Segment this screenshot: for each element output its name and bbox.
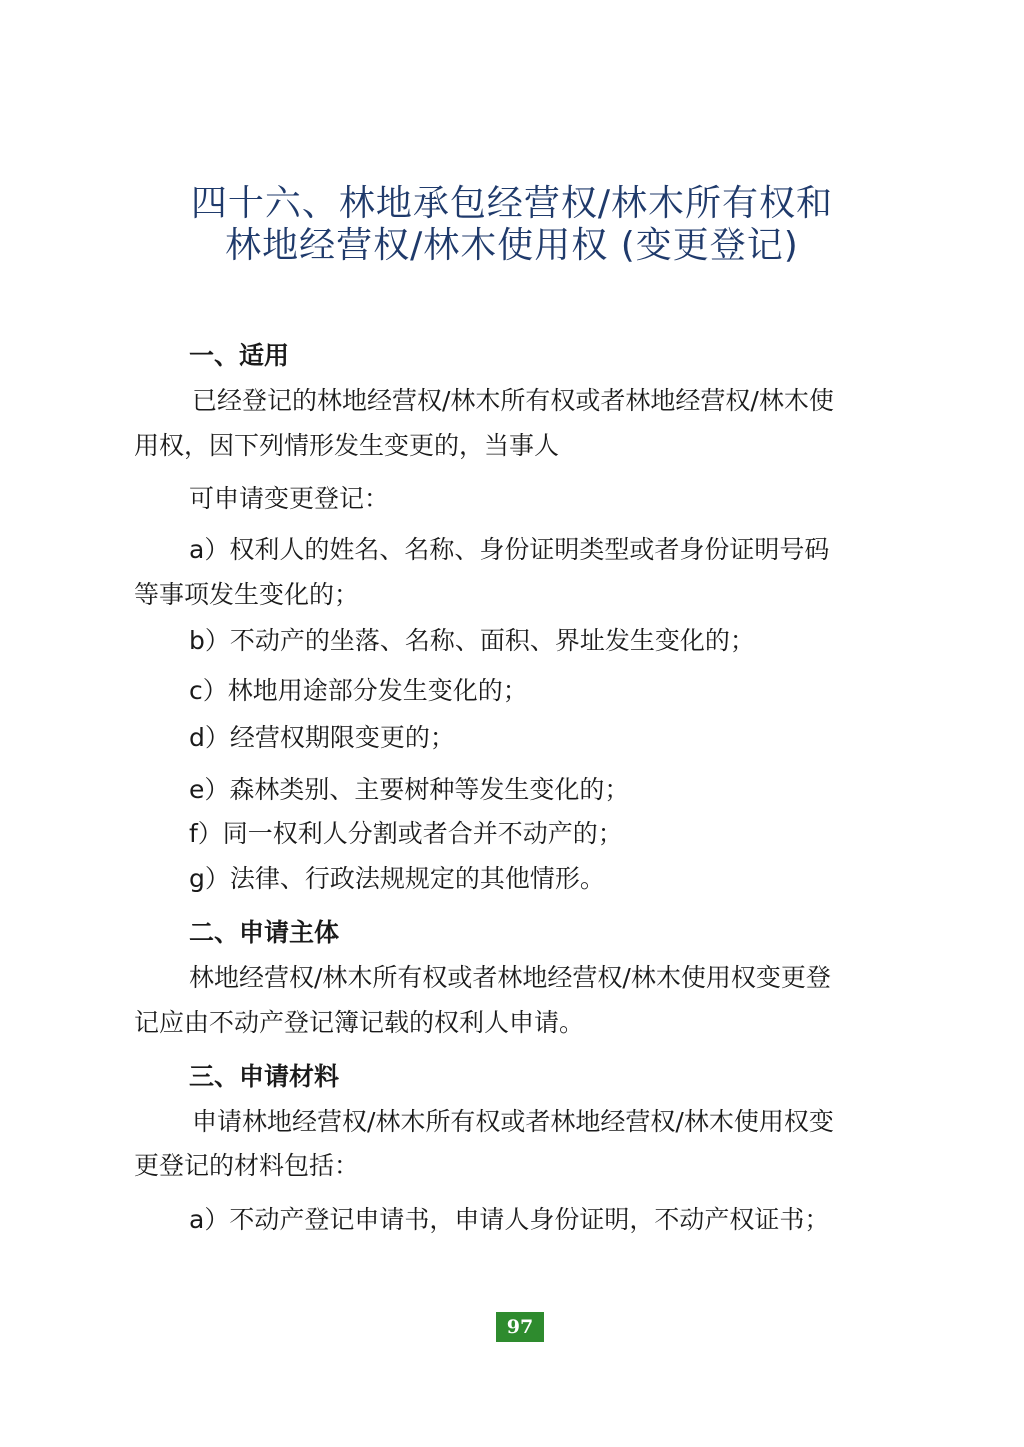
list-item-f: f）同一权利人分割或者合并不动产的； bbox=[189, 819, 623, 848]
page-title-line-2: 林地经营权/林木使用权 (变更登记) bbox=[225, 225, 799, 266]
list-item-d: d）经营权期限变更的； bbox=[189, 723, 455, 752]
list-item-c: c）林地用途部分发生变化的； bbox=[189, 676, 528, 705]
paragraph-line: 用权，因下列情形发生变更的，当事人 bbox=[134, 431, 560, 460]
paragraph-line: 记应由不动产登记簿记载的权利人申请。 bbox=[134, 1008, 585, 1037]
list-item-e: e）森林类别、主要树种等发生变化的； bbox=[189, 775, 630, 804]
list-item-a: a）不动产登记申请书，申请人身份证明，不动产权证书； bbox=[189, 1205, 830, 1234]
list-item-g: g）法律、行政法规规定的其他情形。 bbox=[189, 864, 605, 893]
section-heading-applicant: 二、申请主体 bbox=[189, 918, 340, 947]
list-item-a-continued: 等事项发生变化的； bbox=[134, 580, 360, 609]
list-item-b: b）不动产的坐落、名称、面积、界址发生变化的； bbox=[189, 626, 755, 655]
paragraph-line: 更登记的材料包括： bbox=[134, 1151, 360, 1180]
paragraph-line: 已经登记的林地经营权/林木所有权或者林地经营权/林木使 bbox=[192, 386, 834, 415]
paragraph-line: 申请林地经营权/林木所有权或者林地经营权/林木使用权变 bbox=[192, 1107, 834, 1136]
paragraph-line: 可申请变更登记： bbox=[189, 484, 390, 513]
list-item-a: a）权利人的姓名、名称、身份证明类型或者身份证明号码 bbox=[189, 535, 830, 564]
section-heading-applicable: 一、适用 bbox=[189, 341, 290, 370]
page-title-line-1: 四十六、林地承包经营权/林木所有权和 bbox=[190, 183, 834, 224]
section-heading-materials: 三、申请材料 bbox=[189, 1062, 340, 1091]
page-number-badge: 97 bbox=[496, 1312, 544, 1342]
paragraph-line: 林地经营权/林木所有权或者林地经营权/林木使用权变更登 bbox=[189, 963, 831, 992]
